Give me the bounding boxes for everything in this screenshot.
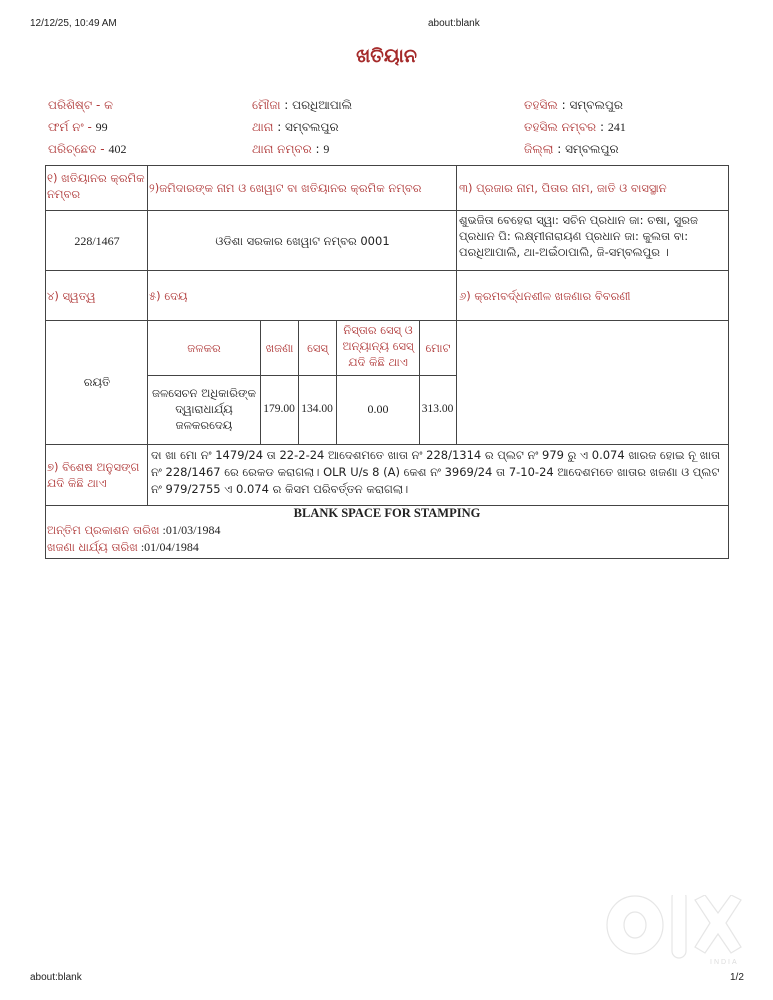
dues-header-watertax: ଜଳକର — [187, 341, 221, 355]
olx-watermark-logo — [600, 895, 750, 969]
svg-text:INDIA: INDIA — [710, 959, 739, 965]
divider — [147, 165, 148, 505]
dues-rent-value: 179.00 — [263, 403, 295, 415]
dues-header-cess: ସେସ୍ — [307, 341, 328, 355]
meta-mouza: ମୌଜା : ପରଧିଆପାଲି — [252, 98, 353, 112]
rent-fixation-label: ଖଜଣା ଧାର୍ଯ୍ୟ ତାରିଖ — [47, 540, 138, 554]
meta-district: ଜିଲ୍ଲା : ସମ୍ବଲପୁର — [524, 142, 619, 156]
rent-fixation-date: ଖଜଣା ଧାର୍ଯ୍ୟ ତାରିଖ :01/04/1984 — [47, 540, 199, 554]
meta-mid — [252, 94, 352, 160]
divider — [260, 320, 261, 444]
dues-header-rent: ଖଜଣା — [265, 341, 294, 355]
meta-thana: ଥାନା : ସମ୍ବଲପୁର — [252, 120, 339, 134]
dues-cess-value: 134.00 — [301, 403, 333, 415]
header-rent-details: ୬) କ୍ରମବର୍ଦ୍ଧନଶୀଳ ଖଜଣାର ବିବରଣୀ — [459, 289, 631, 303]
remarks-value: ଦା ଖା ମୋ ନଂ 1479/24 ତା 22-2-24 ଆଦେଶମତେ ଖାତା ନଂ 228/1314 ର ପ୍ଲଟ ନଂ 979 ରୁ ଏ 0.074 ଖାରଜ ହୋଇ ନୂ ଖାତା ନଂ 228/1467 ରେ ରେକଡ କରାଗଲା। OLR U/s 8 (A) କେଶ ନଂ 3969/24 ତା 7-10-24 ଆଦେଶମତେ ଖାତାର ଖଜଣା ଓ ପ୍ଲଟ ନଂ 979/2755 ଏ 0.074 ର କିସମ ପରିବର୍ତ୍ତନ କରାଗଲା। — [151, 448, 721, 496]
meta-tahasil: ତହସିଲ : ସମ୍ବଲପୁର — [524, 98, 623, 112]
header-dues: ୫) ଦେୟ — [149, 289, 188, 303]
dues-watertax-desc: ଜଳସେଚନ ଅଧିକାରିଙ୍କ ଦ୍ୱାରାଧାର୍ଯ୍ୟ ଜଳକରଦେୟ — [152, 386, 256, 432]
meta-thana-no: ଥାନା ନମ୍ବର : 9 — [252, 142, 330, 156]
meta-left — [48, 94, 126, 160]
print-url-top: about:blank — [428, 18, 480, 29]
right-type: ରୟତି — [83, 375, 111, 389]
olx-logo-icon — [600, 895, 750, 965]
meta-form-no: ଫର୍ମ ନଂ - 99 — [48, 120, 108, 134]
meta-appendix: ପରିଶିଷ୍ଟ - କ — [48, 98, 113, 112]
header-special-remarks: ୭) ବିଶେଷ ଅନୁସଙ୍ଗ ଯଦି କିଛି ଥାଏ — [47, 460, 140, 490]
dues-header-total: ମୋଟ — [425, 341, 451, 355]
divider — [147, 375, 456, 376]
page-title: ଖତିୟାନ — [356, 45, 417, 67]
final-publication-label: ଅନ୍ତିମ ପ୍ରକାଶନ ତାରିଖ — [47, 523, 160, 537]
divider — [456, 165, 457, 444]
dues-total-value: 313.00 — [421, 403, 454, 415]
divider — [298, 320, 299, 444]
dues-header-other-cess: ନିସ୍ତାର ସେସ୍ ଓ ଅନ୍ୟାନ୍ୟ ସେସ୍ ଯଦି କିଛି ଥାଏ — [342, 323, 414, 369]
tenant-value: ଶୁଭଜିତା ବେହେରା ସ୍ୱା: ସଚିନ ପ୍ରଧାନ ଜା: ଚଷା, ସୁରଜ ପ୍ରଧାନ ପି: ଲକ୍ଷ୍ମୀନାରାୟଣ ପ୍ରଧାନ ଜା: କୁଲତା ବା: ପରଧିଆପାଲି, ଥା-ଅଇଁଠାପାଲି, ଜି-ସମ୍ବଲପୁର । — [459, 213, 698, 259]
page-indicator: 1/2 — [730, 972, 744, 983]
khatiyan-number: 228/1467 — [74, 234, 120, 248]
print-timestamp: 12/12/25, 10:49 AM — [30, 18, 117, 29]
stamp-space-label: BLANK SPACE FOR STAMPING — [293, 506, 481, 520]
dues-other-cess-value: 0.00 — [367, 402, 389, 416]
meta-tahasil-no: ତହସିଲ ନମ୍ବର : 241 — [524, 120, 626, 134]
header-zamindar: ୨)ଜମିଦାରଙ୍କ ନାମ ଓ ଖେୱାଟ ବା ଖତିୟାନର କ୍ରମିକ ନମ୍ବର — [149, 181, 422, 195]
meta-right — [524, 94, 626, 160]
header-right: ୪) ସ୍ୱତ୍ୱ — [47, 289, 96, 303]
header-khatiyan-serial: ୧) ଖତିୟାନର କ୍ରମିକ ନମ୍ବର — [47, 171, 145, 201]
meta-chapter: ପରିଚ୍ଛେଦ - 402 — [48, 142, 127, 156]
print-url-bottom: about:blank — [30, 972, 82, 983]
final-publication-date: ଅନ୍ତିମ ପ୍ରକାଶନ ତାରିଖ :01/03/1984 — [47, 523, 221, 537]
zamindar-value: ଓଡିଶା ସରକାର ଖେୱାଟ ନମ୍ବର 0001 — [215, 234, 390, 248]
divider — [419, 320, 420, 444]
header-tenant: ୩) ପ୍ରଜାର ନାମ, ପିତାର ନାମ, ଜାତି ଓ ବାସସ୍ଥାନ — [459, 181, 667, 195]
